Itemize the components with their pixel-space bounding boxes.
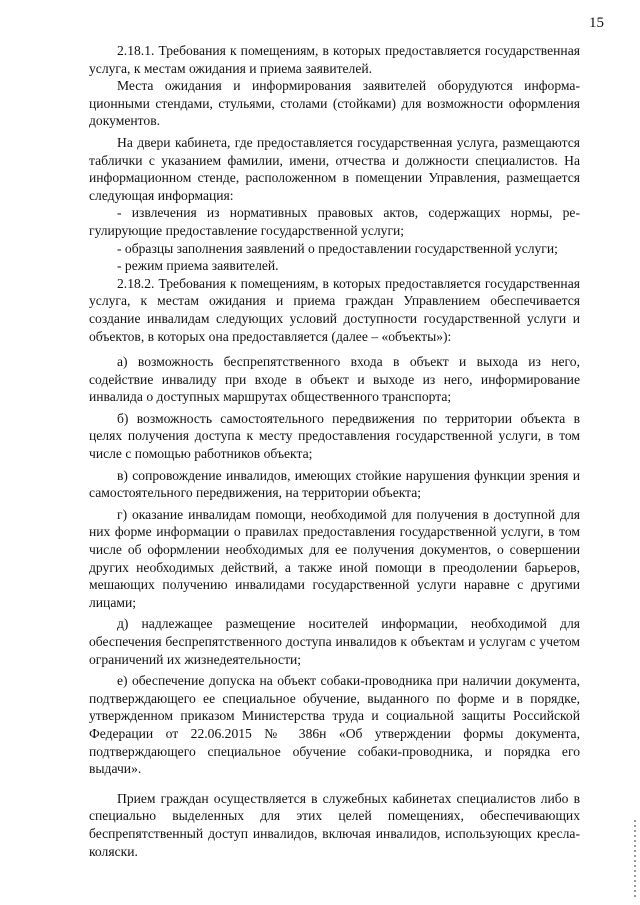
document-body: [89, 42, 580, 860]
list-item-a: а) возможность беспрепятственного входа в объект и выхода из него, содействие инвалиду при входе в объект и выходе из него, информирование инвалида о доступных маршрутах общественного транспорта;: [89, 354, 580, 405]
scan-edge-mark: [634, 820, 636, 900]
page-number: 15: [589, 15, 604, 31]
list-item-v: в) сопровождение инвалидов, имеющих стойкие нарушения функции зрения и самостоятельного передвижения, на территории объекта;: [89, 467, 580, 501]
list-item-e: е) обеспечение допуска на объект собаки-проводника при наличии документа, подтверждающего ее специальное обучение, выданного по форме и в порядке, утвержденном приказом Министерства труда и социальной защиты Российской Федерации от 22.06.2015 № 386н «Об утверждении формы документа, подтверждающего специальное обучение собаки-проводника, и порядка его выдачи».: [89, 673, 580, 777]
list-item-reception-hours: - режим приема заявителей.: [117, 258, 279, 274]
paragraph-2-18-2: 2.18.2. Требования к помещениям, в которых предоставляется государственная услуга, к местам ожидания и приема граждан Управлением обеспечивается создание инвалидам следующих условий доступности государственной услуги и объектов, в которых она предоставляется (далее – «объекты»):: [89, 275, 580, 344]
paragraph-citizen-reception: Прием граждан осуществляется в служебных кабинетах специалистов либо в специально выделенных для этих целей помещениях, обеспечивающих беспрепятственный доступ инвалидов, включая инвалидов, использующих кресла-коляски.: [89, 790, 580, 859]
paragraph-2-18-1: 2.18.1. Требования к помещениям, в которых предоставляется государственная услуга, к местам ожидания и приема заявителей.: [89, 43, 580, 76]
list-item-legal-extracts: - извлечения из нормативных правовых актов, содержащих нормы, регулирующие предоставление государственной услуги;: [89, 205, 580, 238]
list-item-application-samples: - образцы заполнения заявлений о предоставлении государственной услуги;: [117, 240, 558, 256]
list-item-d: д) надлежащее размещение носителей информации, необходимой для обеспечения беспрепятственного доступа инвалидов к объектам и услугам с учетом ограничений их жизнедеятельности;: [89, 616, 580, 667]
paragraph-office-doors: На двери кабинета, где предоставляется государственная услуга, размещаются таблички с указанием фамилии, имени, отчества и должности специалистов. На информационном стенде, расположенном в помещении Управления, размещается следующая информация:: [89, 134, 580, 203]
paragraph-waiting-areas: Места ожидания и информирования заявителей оборудуются информационными стендами, стульями, столами (стойками) для возможности оформления документов.: [89, 78, 580, 129]
list-item-g: г) оказание инвалидам помощи, необходимой для получения в доступной для них форме информации о правилах предоставления государственной услуги, в том числе об оформлении необходимых для ее получения документов, о совершении других необходимых действий, а также иной помощи в преодолении барьеров, мешающих получению инвалидами государственной услуги наравне с другими лицами;: [89, 506, 580, 610]
list-item-b: б) возможность самостоятельного передвижения по территории объекта в целях получения доступа к месту предоставления государственной услуги, в том числе с помощью работников объекта;: [89, 410, 580, 462]
